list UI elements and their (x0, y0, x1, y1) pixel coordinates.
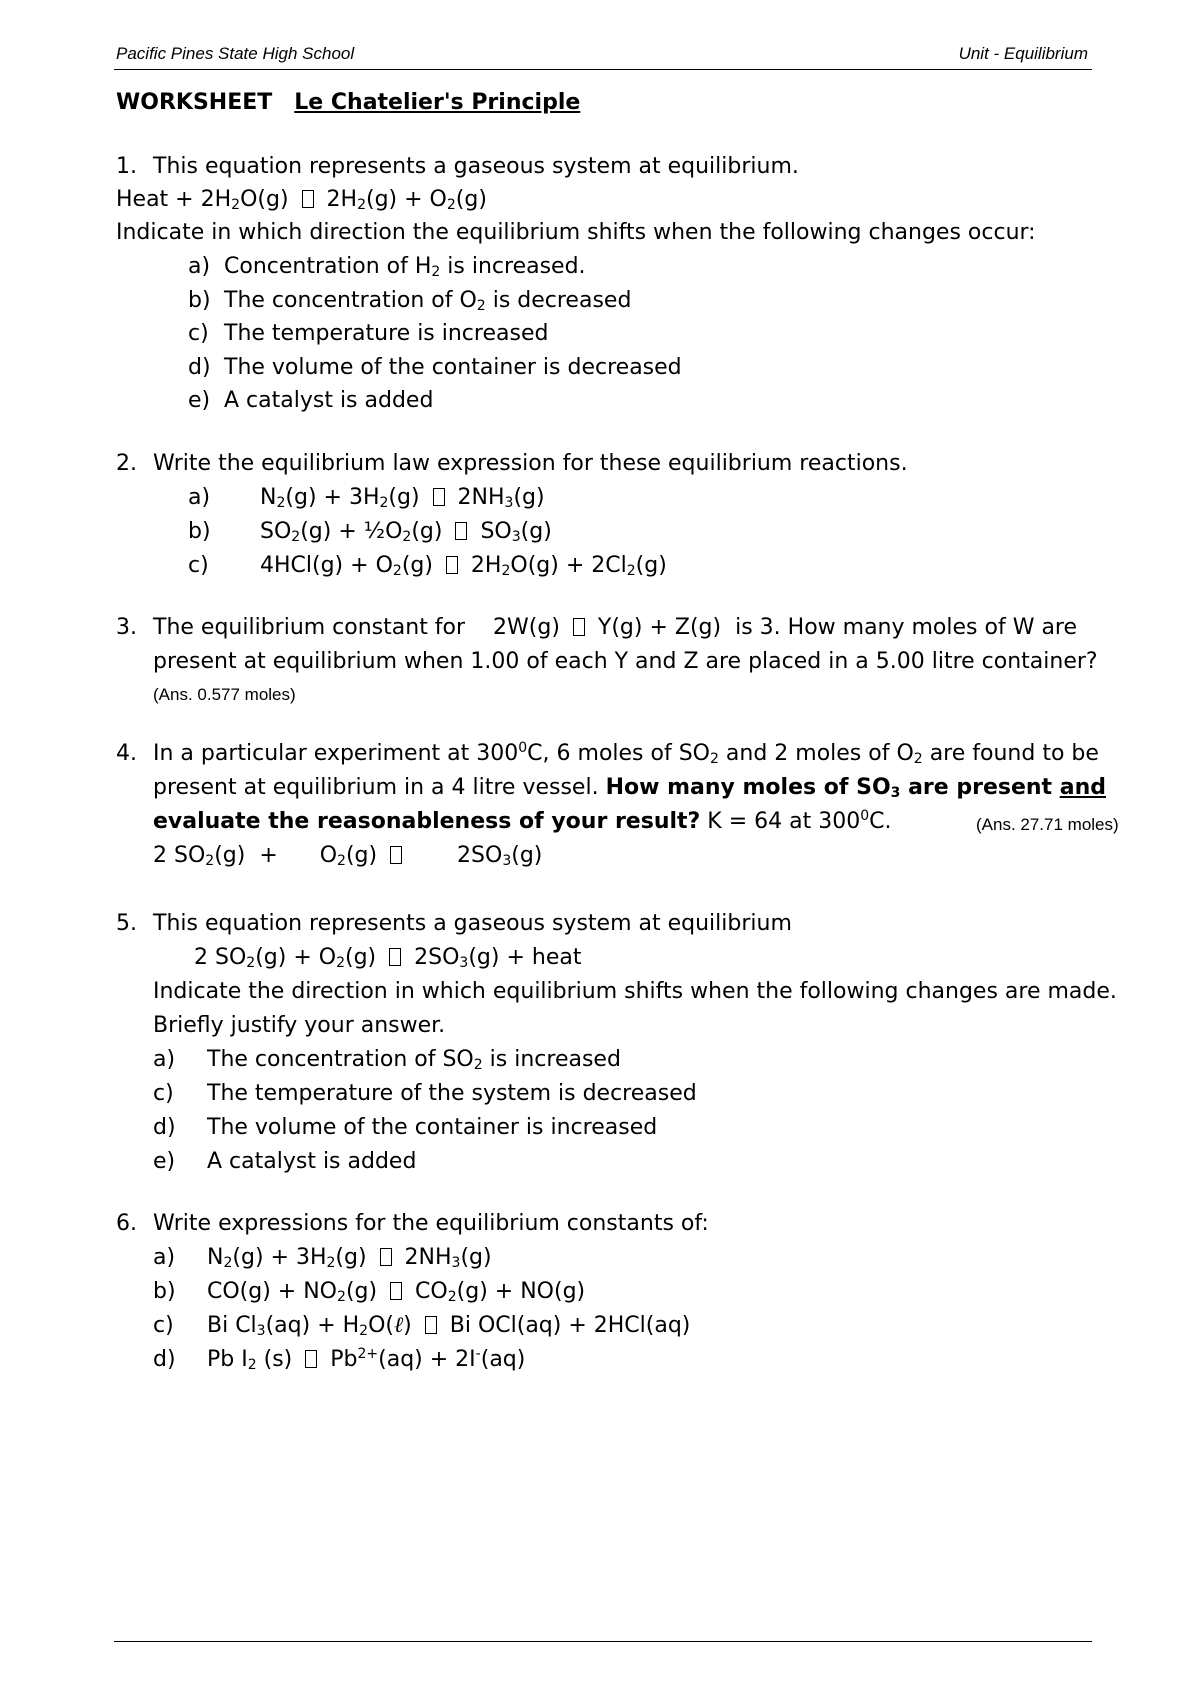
header-school: Pacific Pines State High School (116, 44, 355, 63)
equilibrium-arrow-icon (305, 1350, 317, 1368)
q2-text: 2. Write the equilibrium law expression for these equilibrium reactions. (116, 451, 908, 476)
q1-item-d: d) The volume of the container is decreased (188, 355, 682, 380)
q4-answer: (Ans. 27.71 moles) (976, 815, 1119, 834)
q5-justify: Briefly justify your answer. (153, 1013, 446, 1038)
q2-item-a: a) $N_2(g) + 3H_2(g)$ $2NH_3(g)$ (188, 485, 545, 511)
q1-intro-text: This equation represents a gaseous system at equilibrium. (153, 154, 799, 179)
header-rule (114, 69, 1092, 70)
q1-intro (116, 152, 799, 182)
title-worksheet: WORKSHEET (116, 90, 273, 115)
q2-item-c: c) $4HCl(g) + O_2(g) 2H_2O(g) + 2Cl_2(g)$ (188, 553, 667, 579)
q5-item-a: a) The concentration of $SO_2$ is increased (153, 1047, 621, 1073)
equilibrium-arrow-icon (433, 488, 445, 506)
equilibrium-arrow-icon (390, 1282, 402, 1300)
q6-text: 6. Write expressions for the equilibrium constants of: (116, 1211, 709, 1236)
q3-text: 3. The equilibrium constant for 2W(g) Y(g) + Z(g) is 3. How many moles of W are (116, 615, 1078, 640)
q1-item-e: e) A catalyst is added (188, 388, 434, 413)
q3-line2: present at equilibrium when 1.00 of each Y and Z are placed in a 5.00 litre container? (153, 649, 1098, 674)
equilibrium-arrow-icon (389, 948, 401, 966)
title-topic: Le Chatelier's Principle (294, 90, 581, 115)
equilibrium-arrow-icon (446, 556, 458, 574)
footer-rule (114, 1641, 1092, 1642)
q5-equation: 2 $SO_2(g) + O_2(g) 2SO_3(g)$ + heat (194, 945, 582, 971)
q5-item-d: d) The volume of the container is increased (153, 1115, 658, 1140)
q5-intro: 5. This equation represents a gaseous system at equilibrium (116, 911, 792, 936)
q1-item-b: b) The concentration of $O_2$ is decreased (188, 288, 632, 314)
q4-line1: 4. In a particular experiment at $300^0C$, 6 moles of $SO_2$ and 2 moles of $O_2$ are found to be (116, 740, 1099, 767)
q4-line2: present at equilibrium in a 4 litre vessel. How many moles of $SO_3$ are present and (153, 775, 1106, 801)
equilibrium-arrow-icon (390, 846, 402, 864)
q4-line3: evaluate the reasonableness of your result? K = 64 at $300^0C$. (153, 808, 892, 834)
equilibrium-arrow-icon (455, 522, 467, 540)
q1-equation: Heat + $2H_2O(g) 2H_2(g) + O_2(g)$ (116, 187, 487, 213)
equilibrium-arrow-icon (425, 1316, 437, 1334)
q1-item-a: a) Concentration of $H_2$ is increased. (188, 254, 586, 280)
header-unit: Unit - Equilibrium (958, 44, 1088, 63)
q6-item-c: c) Bi $Cl_3(aq)$ + $H_2O(\ell)$ Bi OCl(aq) + 2HCl(aq) (153, 1313, 691, 1339)
q2-item-b: b) $SO_2(g)$ + $\frac{1}{2}O_2(g)$ $SO_3(g)$ (188, 519, 552, 545)
equilibrium-arrow-icon (302, 190, 314, 208)
q1-number: 1. (116, 154, 137, 179)
q5-item-c: c) The temperature of the system is decreased (153, 1081, 697, 1106)
q6-item-b: b) $CO(g) + NO_2(g) CO_2(g) + NO(g)$ (153, 1279, 586, 1305)
q5-item-e: e) A catalyst is added (153, 1149, 417, 1174)
page-title (116, 88, 580, 118)
equilibrium-arrow-icon (380, 1248, 392, 1266)
q4-equation: 2 $SO_2(g)$ + $O_2(g)$ $2SO_3(g)$ (153, 843, 543, 869)
q1-instruction: Indicate in which direction the equilibrium shifts when the following changes occur: (116, 220, 1036, 245)
q3-answer: (Ans. 0.577 moles) (153, 685, 296, 704)
q5-instruction: Indicate the direction in which equilibrium shifts when the following changes are made. (153, 979, 1117, 1004)
q6-item-a: a) $N_2(g) + 3H_2(g)$ $2NH_3(g)$ (153, 1245, 492, 1271)
equilibrium-arrow-icon (573, 618, 585, 636)
q1-item-c: c) The temperature is increased (188, 321, 549, 346)
q6-item-d: d) Pb $I_2$ (s) $Pb^{2+}(aq) + 2I^-(aq)$ (153, 1346, 526, 1373)
